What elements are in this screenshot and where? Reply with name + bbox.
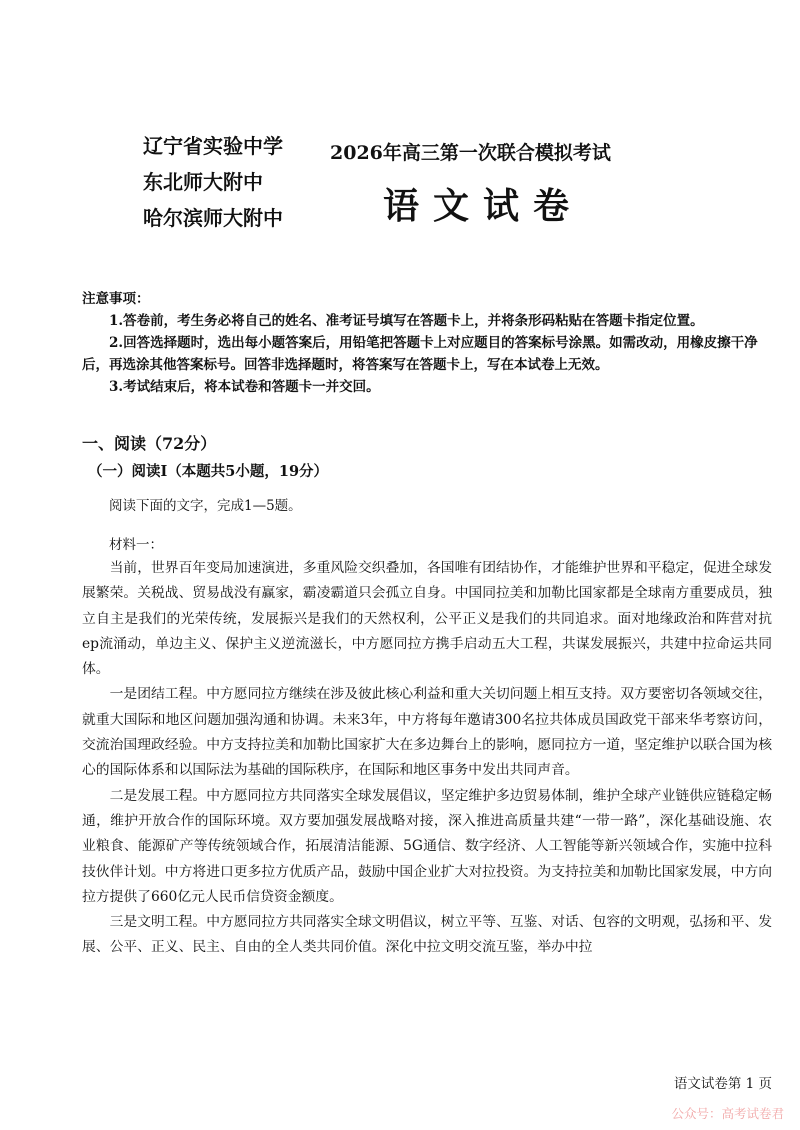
passage-paragraph: 三是文明工程。中方愿同拉方共同落实全球文明倡议，树立平等、互鉴、对话、包容的文明观，弘扬和平、发展、公平、正义、民主、自由的全人类共同价值。深化中拉文明交流互鉴，举办中拉	[82, 914, 772, 956]
material-label: 材料一：	[109, 537, 163, 553]
subject-title: 语文试卷	[383, 185, 584, 227]
reading-passage	[82, 556, 772, 961]
school-name: 东北师大附中	[143, 170, 263, 194]
watermark: 公众号：高考试卷君	[671, 1106, 784, 1121]
page-number: 语文试卷第 1 页	[673, 1076, 772, 1092]
instruction-text: 阅读下面的文字，完成1—5题。	[109, 498, 302, 514]
notice-item: 3.考试结束后，将本试卷和答题卡一并交回。	[109, 379, 380, 395]
notice-block	[82, 288, 772, 398]
school-name: 哈尔滨师大附中	[143, 206, 283, 230]
passage-paragraph: 一是团结工程。中方愿同拉方继续在涉及彼此核心利益和重大关切问题上相互支持。双方要密切各领域交往，就重大国际和地区问题加强沟通和协调。未来3年，中方将每年邀请300名拉共体成员国政党干部来华考察访问，交流治国理政经验。中方支持拉美和加勒比国家扩大在多边舞台上的影响，愿同拉方一道，坚定维护以联合国为核心的国际体系和以国际法为基础的国际秩序，在国际和地区事务中发出共同声音。	[82, 686, 772, 779]
notice-heading: 注意事项：	[82, 291, 150, 307]
passage-paragraph: 二是发展工程。中方愿同拉方共同落实全球发展倡议，坚定维护多边贸易体制，维护全球产业链供应链稳定畅通，维护开放合作的国际环境。双方要加强发展战略对接，深入推进高质量共建“一带一路”，深化基础设施、农业粮食、能源矿产等传统领域合作，拓展清洁能源、5G通信、数字经济、人工智能等新兴领域合作，实施中拉科技伙伴计划。中方将进口更多拉方优质产品，鼓励中国企业扩大对拉投资。为支持拉美和加勒比国家发展，中方向拉方提供了660亿元人民币信贷资金额度。	[82, 787, 772, 905]
section-title: 一、阅读（72分）	[82, 434, 217, 453]
notice-item: 1.答卷前，考生务必将自己的姓名、准考证号填写在答题卡上，并将条形码粘贴在答题卡指定位置。	[109, 313, 704, 329]
notice-item: 2.回答选择题时，选出每小题答案后，用铅笔把答题卡上对应题目的答案标号涂黑。如需改动，用橡皮擦干净后，再选涂其他答案标号。回答非选择题时，将答案写在答题卡上，写在本试卷上无效。	[82, 335, 758, 373]
school-name: 辽宁省实验中学	[143, 134, 283, 158]
passage-paragraph: 当前，世界百年变局加速演进，多重风险交织叠加，各国唯有团结协作，才能维护世界和平稳定，促进全球发展繁荣。关税战、贸易战没有赢家，霸凌霸道只会孤立自身。中国同拉美和加勒比国家都是全球南方重要成员，独立自主是我们的光荣传统，发展振兴是我们的天然权利，公平正义是我们的共同追求。面对地缘政治和阵营对抗ep流涌动，单边主义、保护主义逆流滋长，中方愿同拉方携手启动五大工程，共谋发展振兴，共建中拉命运共同体。	[82, 560, 772, 678]
exam-title: 2026年高三第一次联合模拟考试	[330, 142, 611, 164]
school-list	[143, 128, 313, 236]
subsection-title: （一）阅读Ⅰ（本题共5小题，19分）	[88, 463, 329, 480]
